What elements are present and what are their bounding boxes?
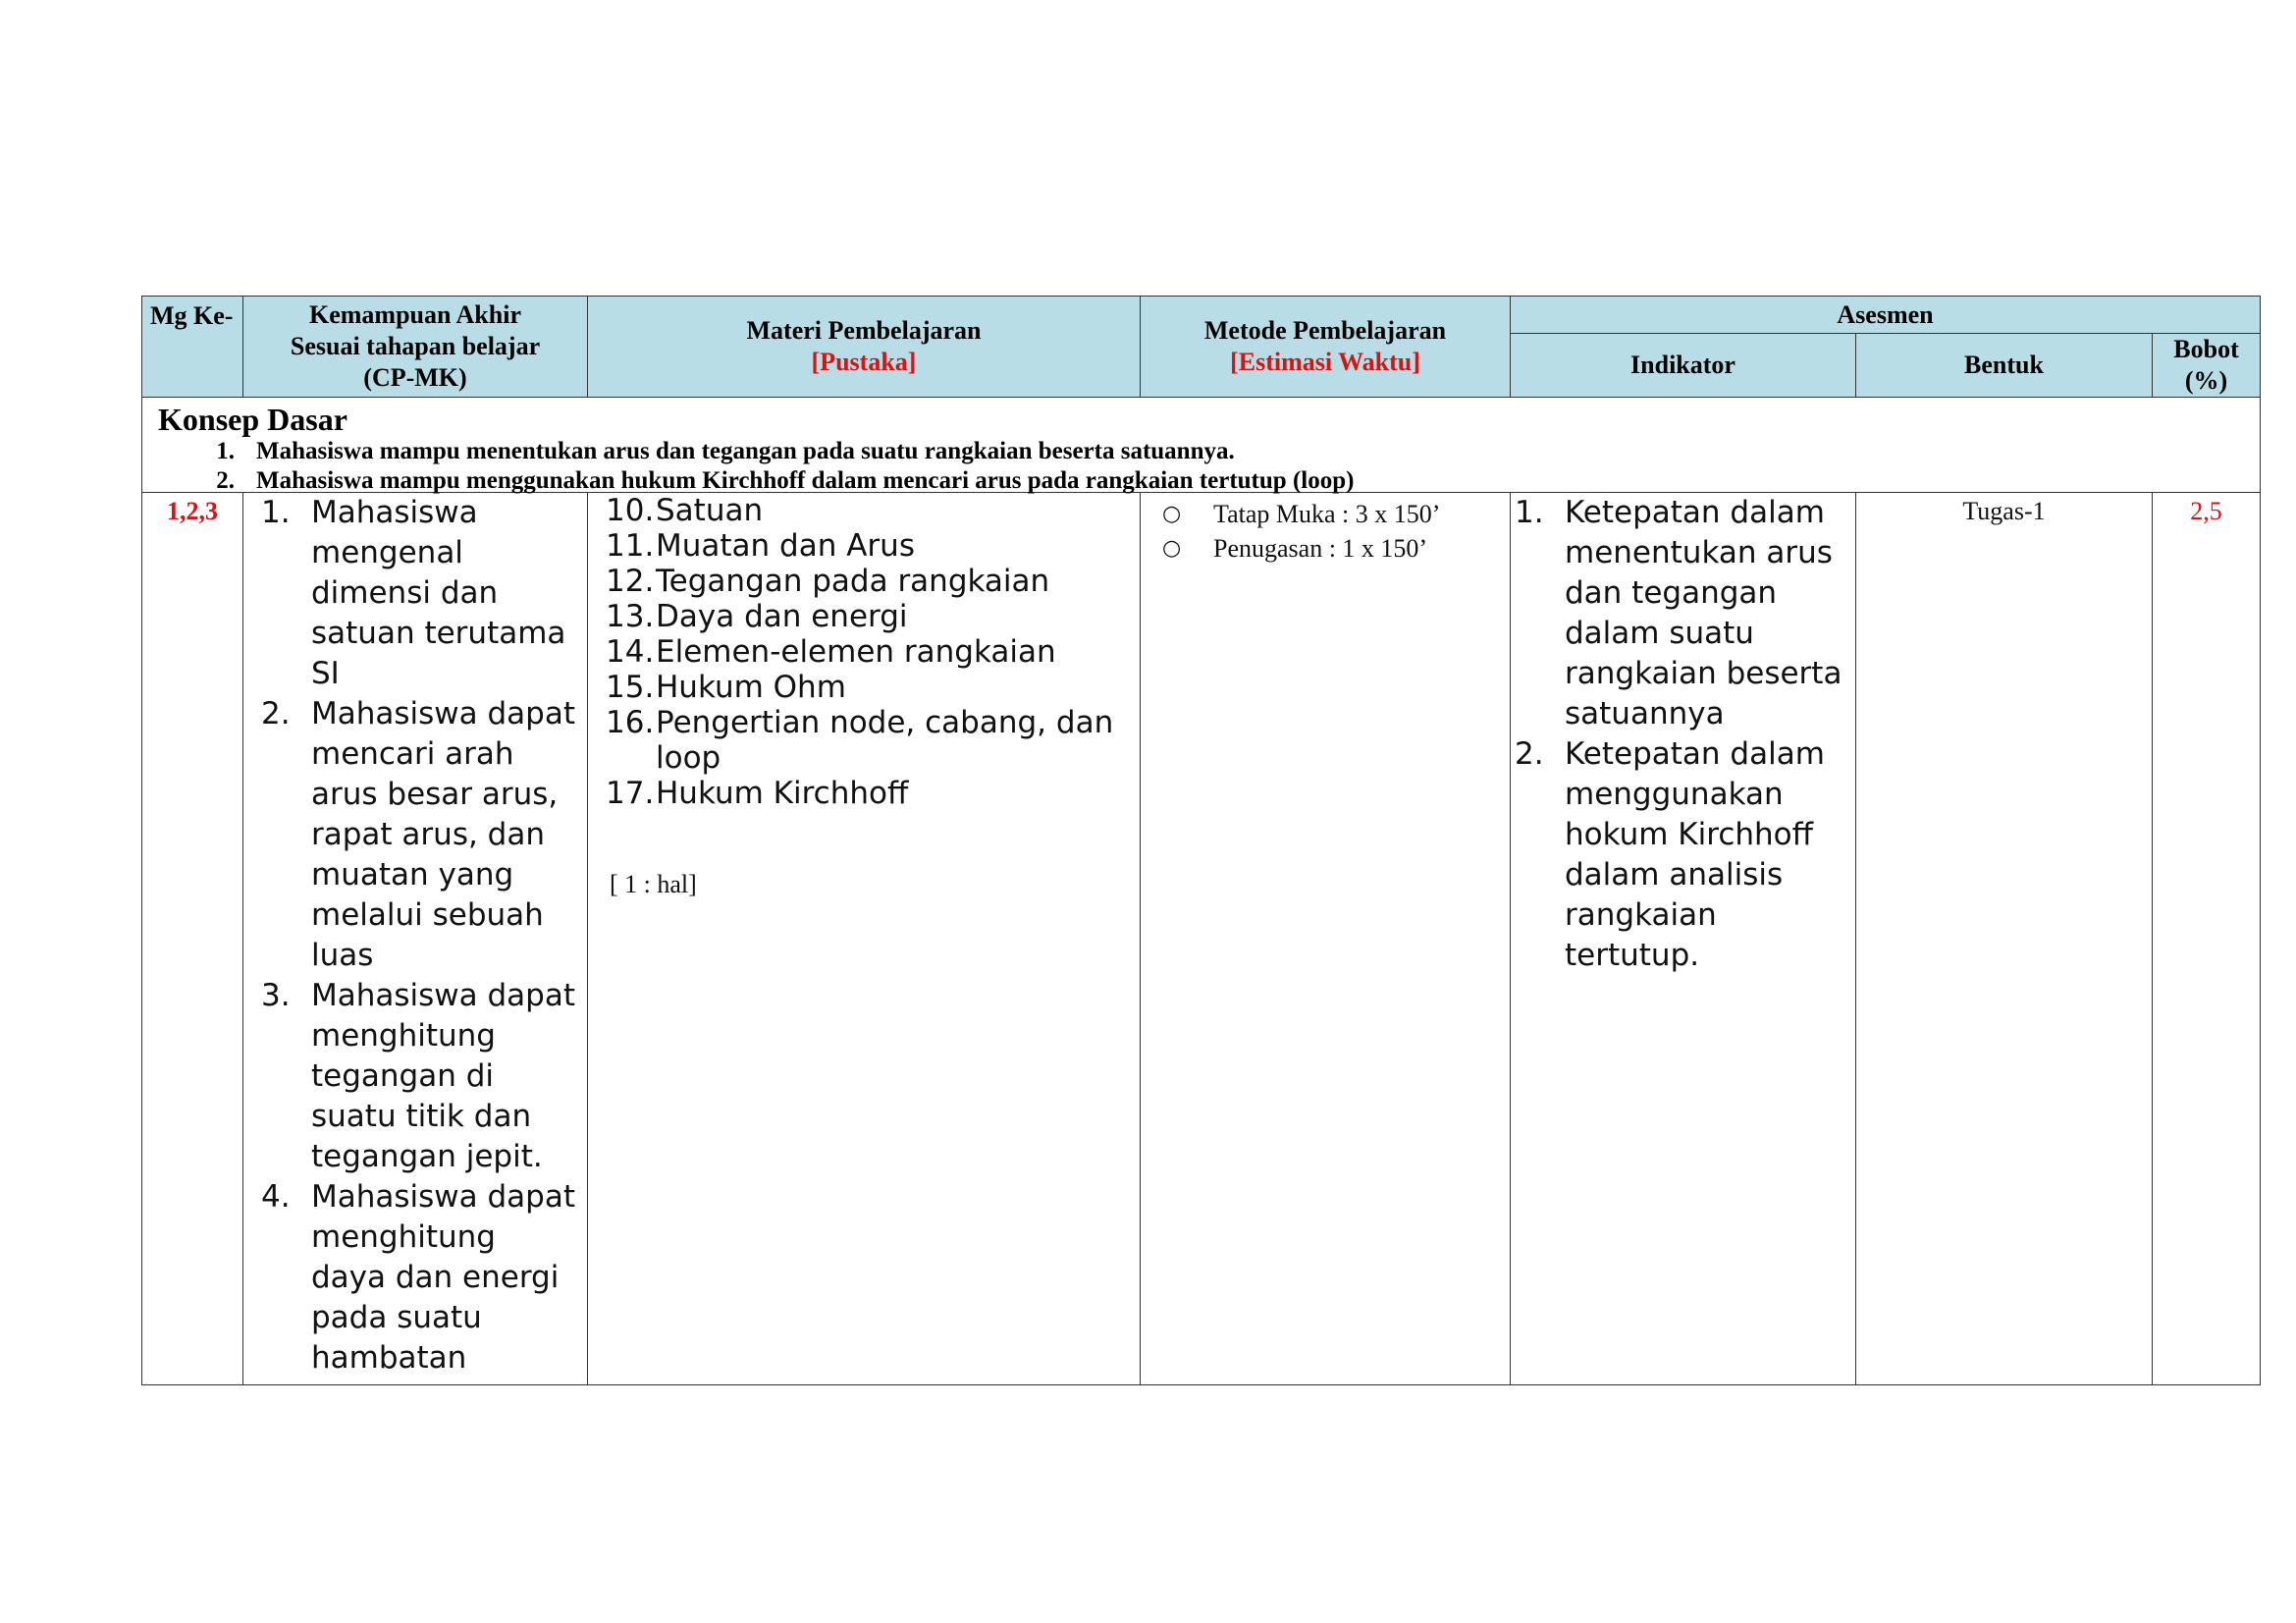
materi-item-number: 14.	[606, 634, 655, 670]
materi-list	[588, 493, 1140, 811]
mg-value: 1,2,3	[167, 497, 218, 525]
metode-item: ○ Penugasan : 1 x 150’	[1162, 534, 1428, 563]
header-estimasi: [Estimasi Waktu]	[1230, 348, 1420, 376]
materi-item-number: 17.	[606, 776, 655, 811]
materi-item-text: Daya dan energi	[656, 599, 908, 634]
bentuk-value: Tugas-1	[1962, 497, 2046, 525]
kemampuan-item-number: 4.	[261, 1179, 291, 1215]
materi-item-number: 11.	[606, 528, 655, 564]
cell-bobot	[2153, 493, 2261, 1385]
indikator-item	[1515, 734, 1855, 976]
materi-item-number: 10.	[606, 493, 655, 528]
materi-item	[606, 493, 1140, 528]
header-mg: Mg Ke-	[142, 297, 243, 398]
materi-item-number: 13.	[606, 599, 655, 634]
kemampuan-list	[243, 493, 587, 1379]
cell-kemampuan	[243, 493, 588, 1385]
kemampuan-item-text: Mahasiswa dapat menghitung daya dan energi pada suatu hambatan	[311, 1179, 576, 1376]
kemampuan-item-text: Mahasiswa mengenal dimensi dan satuan terutama SI	[311, 495, 566, 691]
cell-materi	[588, 493, 1141, 1385]
konsep-list	[158, 437, 2260, 496]
materi-item-text: Muatan dan Arus	[656, 528, 915, 564]
header-metode: Metode Pembelajaran [Estimasi Waktu]	[1141, 297, 1511, 398]
metode-list	[1141, 493, 1510, 566]
cell-metode	[1141, 493, 1511, 1385]
materi-item	[606, 599, 1140, 634]
cell-bentuk	[1856, 493, 2153, 1385]
materi-item-text: Satuan	[656, 493, 764, 528]
materi-item	[606, 634, 1140, 670]
konsep-dasar	[142, 398, 2261, 493]
kemampuan-item-number: 1.	[261, 495, 291, 530]
header-bobot: Bobot (%)	[2153, 334, 2261, 398]
materi-item	[606, 564, 1140, 599]
cell-indikator	[1511, 493, 1856, 1385]
materi-item	[606, 776, 1140, 811]
header-asesmen: Asesmen	[1511, 297, 2261, 334]
materi-item-number: 16.	[606, 705, 655, 740]
header-bentuk: Bentuk	[1856, 334, 2153, 398]
materi-item-text: Pengertian node, cabang, dan loop	[656, 705, 1114, 776]
bobot-value: 2,5	[2190, 497, 2222, 525]
materi-item-number: 12.	[606, 564, 655, 599]
indikator-item-text: Ketepatan dalam menentukan arus dan tegangan dalam suatu rangkaian beserta satuannya	[1565, 495, 1842, 731]
materi-item-number: 15.	[606, 670, 655, 705]
kemampuan-item-text: Mahasiswa dapat menghitung tegangan di suatu titik dan tegangan jepit.	[311, 978, 576, 1174]
cell-mg	[142, 493, 243, 1385]
kemampuan-item	[261, 694, 587, 976]
materi-item-text: Elemen-elemen rangkaian	[656, 634, 1056, 670]
header-indikator: Indikator	[1511, 334, 1856, 398]
materi-item-text: Hukum Kirchhoff	[656, 776, 909, 811]
kemampuan-item	[261, 1177, 587, 1379]
indikator-item-number: 2.	[1515, 736, 1544, 772]
header-kemampuan: Kemampuan Akhir Sesuai tahapan belajar (CP-MK)	[243, 297, 588, 398]
kemampuan-item-number: 2.	[261, 696, 291, 731]
indikator-item-number: 1.	[1515, 495, 1544, 530]
kemampuan-item	[261, 493, 587, 694]
kemampuan-item	[261, 976, 587, 1177]
indikator-item	[1515, 493, 1855, 734]
metode-item: ○ Tatap Muka : 3 x 150’	[1162, 500, 1441, 528]
pustaka-ref: [ 1 : hal]	[610, 870, 697, 898]
materi-item	[606, 705, 1140, 776]
konsep-item: 1. Mahasiswa mampu menentukan arus dan tegangan pada suatu rangkaian beserta satuannya.	[216, 438, 1235, 464]
materi-item-text: Tegangan pada rangkaian	[656, 564, 1050, 599]
indikator-item-text: Ketepatan dalam menggunakan hokum Kirchhoff dalam analisis rangkaian tertutup.	[1565, 736, 1825, 973]
konsep-title: Konsep Dasar	[158, 402, 347, 437]
rps-table	[141, 296, 2261, 1385]
materi-item	[606, 528, 1140, 564]
materi-item	[606, 670, 1140, 705]
indikator-list	[1511, 493, 1855, 976]
rps-table-container	[141, 296, 2260, 1385]
header-pustaka: [Pustaka]	[811, 348, 917, 376]
kemampuan-item-number: 3.	[261, 978, 291, 1013]
materi-item-text: Hukum Ohm	[656, 670, 846, 705]
konsep-item: 2. Mahasiswa mampu menggunakan hukum Kirchhoff dalam mencari arus pada rangkaian tertutup (loop)	[216, 467, 1355, 494]
header-materi: Materi Pembelajaran [Pustaka]	[588, 297, 1141, 398]
kemampuan-item-text: Mahasiswa dapat mencari arah arus besar arus, rapat arus, dan muatan yang melalui sebuah luas	[311, 696, 576, 973]
